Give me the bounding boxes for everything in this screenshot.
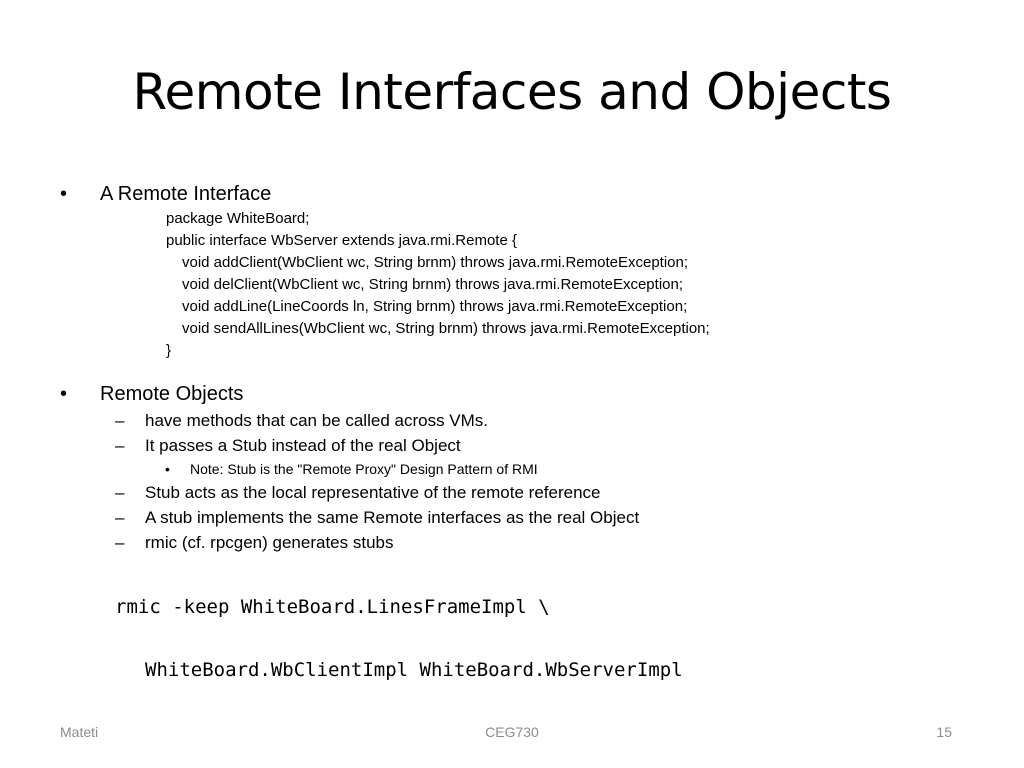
bullet-remote-objects bbox=[60, 380, 1000, 408]
footer-author: Mateti bbox=[60, 724, 99, 740]
sub-item: – Stub acts as the local representative of the remote reference bbox=[60, 480, 1000, 505]
dash-icon: – bbox=[115, 436, 125, 455]
code-line: package WhiteBoard; bbox=[166, 210, 310, 227]
sub-item: – have methods that can be called across VMs. bbox=[60, 408, 1000, 433]
bullet-remote-interface bbox=[60, 180, 1000, 208]
command-line: WhiteBoard.WbClientImpl WhiteBoard.WbServerImpl bbox=[145, 659, 683, 681]
footer-course: CEG730 bbox=[485, 724, 539, 740]
dash-icon: – bbox=[115, 508, 125, 527]
command-line: rmic -keep WhiteBoard.LinesFrameImpl \ bbox=[115, 596, 550, 618]
dash-icon: – bbox=[115, 411, 125, 430]
footer-page-number: 15 bbox=[936, 724, 952, 740]
slide-title: Remote Interfaces and Objects bbox=[132, 63, 892, 121]
bullet-icon: • bbox=[165, 461, 170, 477]
sub-item: – A stub implements the same Remote interfaces as the real Object bbox=[60, 505, 1000, 530]
dash-icon: – bbox=[115, 533, 125, 552]
bullet-text: A Remote Interface bbox=[100, 183, 272, 205]
code-line: void delClient(WbClient wc, String brnm) throws java.rmi.RemoteException; bbox=[182, 276, 684, 293]
sub-item: – It passes a Stub instead of the real Object bbox=[60, 433, 1000, 458]
slide-body bbox=[60, 180, 1000, 723]
rmic-command bbox=[60, 555, 1000, 723]
code-line: void sendAllLines(WbClient wc, String brnm) throws java.rmi.RemoteException; bbox=[182, 320, 710, 337]
code-line: void addLine(LineCoords ln, String brnm) throws java.rmi.RemoteException; bbox=[182, 298, 688, 315]
sub-item: – rmic (cf. rpcgen) generates stubs bbox=[60, 530, 1000, 555]
bullet-text: Remote Objects bbox=[100, 383, 244, 405]
code-line: void addClient(WbClient wc, String brnm) throws java.rmi.RemoteException; bbox=[182, 254, 689, 271]
code-line: public interface WbServer extends java.rmi.Remote { bbox=[166, 232, 517, 249]
dash-icon: – bbox=[115, 483, 125, 502]
bullet-icon: • bbox=[60, 383, 68, 405]
interface-code-block bbox=[60, 208, 1000, 362]
sub-sub-item: • Note: Stub is the "Remote Proxy" Design Pattern of RMI bbox=[60, 458, 1000, 480]
bullet-icon: • bbox=[60, 183, 68, 205]
code-line: } bbox=[166, 342, 172, 359]
